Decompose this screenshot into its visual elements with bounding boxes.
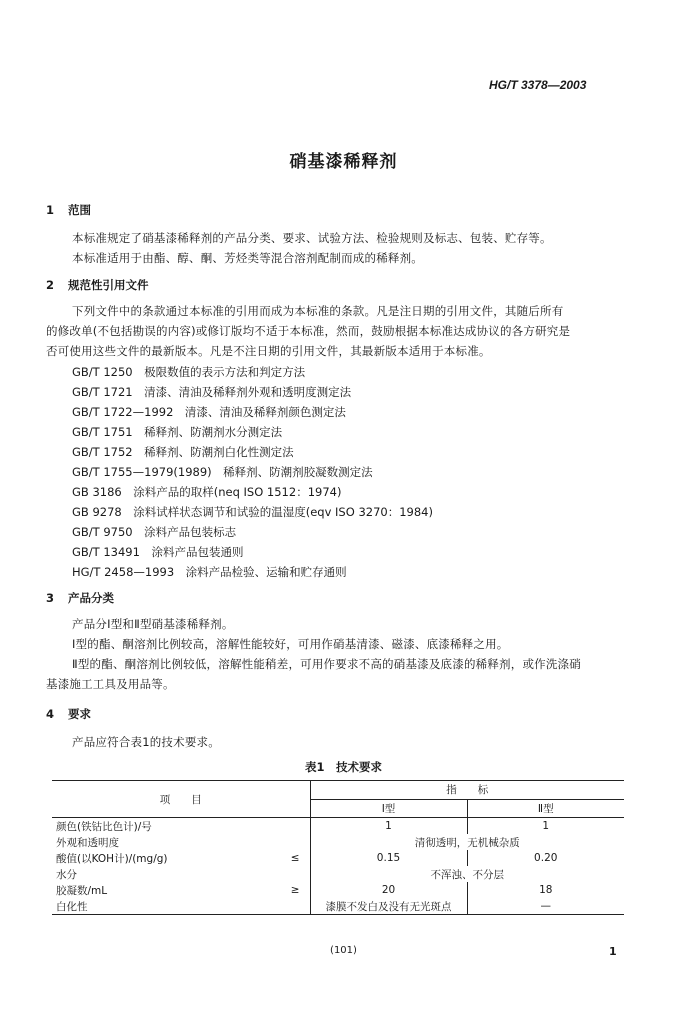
operator-cell: ≥ <box>290 884 300 896</box>
item-cell: 水分 <box>56 868 77 881</box>
type1-cell: 1 <box>310 818 467 835</box>
merged-value-cell: 清彻透明，无机械杂质 <box>310 834 624 850</box>
item-cell: 胶凝数/mL <box>56 884 108 897</box>
section-number: 4 <box>46 707 55 721</box>
section-title: 要求 <box>68 707 91 721</box>
section-3-heading <box>46 590 114 606</box>
reference-item: GB/T 1721 清漆、清油及稀释剂外观和透明度测定法 <box>72 385 352 399</box>
table-row <box>52 818 624 835</box>
item-cell: 酸值(以KOH计)/(mg/g) <box>56 852 168 865</box>
section-title: 范围 <box>68 203 91 217</box>
paragraph: 本标准适用于由酯、醇、酮、芳烃类等混合溶剂配制而成的稀释剂。 <box>72 251 423 265</box>
paragraph-line: Ⅱ型的酯、酮溶剂比例较低，溶解性能稍差，可用作要求不高的硝基漆及底漆的稀释剂，或作洗涤硝 <box>72 657 581 671</box>
reference-item: GB/T 1722—1992 清漆、清油及稀释剂颜色测定法 <box>72 405 346 419</box>
operator-cell <box>280 818 310 835</box>
section-title: 产品分类 <box>68 591 114 605</box>
section-2-heading <box>46 277 149 293</box>
spec-table <box>52 780 624 915</box>
section-4-heading <box>46 706 91 722</box>
section-number: 3 <box>46 591 55 605</box>
header-type2-cell: Ⅱ型 <box>467 799 624 818</box>
section-number: 2 <box>46 278 55 292</box>
operator-cell <box>280 834 310 850</box>
paragraph: Ⅰ型的酯、酮溶剂比例较高，溶解性能较好，可用作硝基清漆、磁漆、底漆稀释之用。 <box>72 637 509 651</box>
reference-item: GB 3186 涂料产品的取样(neq ISO 1512：1974) <box>72 485 342 499</box>
table-row <box>52 882 624 898</box>
section-1-heading <box>46 202 91 218</box>
table-header-row <box>52 781 624 800</box>
reference-item: GB/T 1751 稀释剂、防潮剂水分测定法 <box>72 425 283 439</box>
operator-cell <box>280 898 310 915</box>
paragraph-line: 基漆施工工具及用品等。 <box>46 677 175 691</box>
reference-item: HG/T 2458—1993 涂料产品检验、运输和贮存通则 <box>72 565 347 579</box>
item-cell: 颜色(铁钴比色计)/号 <box>56 820 152 833</box>
merged-value-cell: 不浑浊、不分层 <box>310 866 624 882</box>
type1-cell: 0.15 <box>310 850 467 866</box>
type2-cell: 18 <box>467 882 624 898</box>
section-number: 1 <box>46 203 55 217</box>
paragraph: 产品分Ⅰ型和Ⅱ型硝基漆稀释剂。 <box>72 617 234 631</box>
header-type1-cell: Ⅰ型 <box>310 799 467 818</box>
table-row <box>52 866 624 882</box>
reference-item: GB/T 9750 涂料产品包装标志 <box>72 525 237 539</box>
reference-item: GB/T 1752 稀释剂、防潮剂白化性测定法 <box>72 445 294 459</box>
document-title: 硝基漆稀释剂 <box>289 152 398 172</box>
paragraph-line: 下列文件中的条款通过本标准的引用而成为本标准的条款。凡是注日期的引用文件，其随后所有 <box>72 304 564 318</box>
reference-item: GB 9278 涂料试样状态调节和试验的温湿度(eqv ISO 3270：1984) <box>72 505 433 519</box>
paragraph-line: 的修改单(不包括勘误的内容)或修订版均不适于本标准，然而，鼓励根据本标准达成协议的各方研究是 <box>46 324 571 338</box>
reference-item: GB/T 13491 涂料产品包装通则 <box>72 545 244 559</box>
header-index-cell: 指 标 <box>310 781 624 800</box>
table-row <box>52 834 624 850</box>
type1-cell: 漆膜不发白及没有无光斑点 <box>310 898 467 915</box>
table-row <box>52 898 624 915</box>
operator-cell: ≤ <box>290 852 300 864</box>
standard-code: HG/T 3378—2003 <box>489 78 587 92</box>
item-cell: 外观和透明度 <box>56 836 119 849</box>
type2-cell: — <box>467 898 624 915</box>
table-caption: 表1 技术要求 <box>304 760 382 774</box>
reference-item: GB/T 1250 极限数值的表示方法和判定方法 <box>72 365 306 379</box>
type2-cell: 0.20 <box>467 850 624 866</box>
paragraph: 本标准规定了硝基漆稀释剂的产品分类、要求、试验方法、检验规则及标志、包装、贮存等。 <box>72 231 552 245</box>
footer-page-label: (101) <box>330 945 357 956</box>
header-item-cell: 项 目 <box>52 781 310 818</box>
type2-cell: 1 <box>467 818 624 835</box>
operator-cell <box>280 866 310 882</box>
paragraph-line: 否可使用这些文件的最新版本。凡是不注日期的引用文件，其最新版本适用于本标准。 <box>46 344 491 358</box>
paragraph: 产品应符合表1的技术要求。 <box>72 735 220 749</box>
reference-item: GB/T 1755—1979(1989) 稀释剂、防潮剂胶凝数测定法 <box>72 465 373 479</box>
item-cell: 白化性 <box>52 898 280 915</box>
type1-cell: 20 <box>310 882 467 898</box>
footer-page-number: 1 <box>609 945 617 958</box>
table-row <box>52 850 624 866</box>
section-title: 规范性引用文件 <box>68 278 149 292</box>
